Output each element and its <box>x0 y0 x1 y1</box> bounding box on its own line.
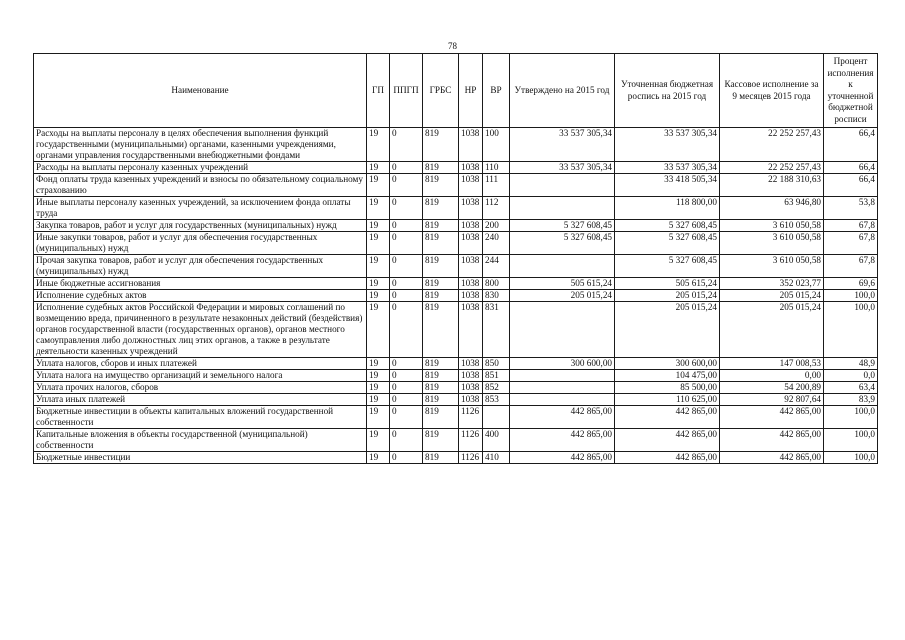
cell-gp: 19 <box>367 197 390 220</box>
cell-nr: 1038 <box>459 394 483 406</box>
cell-percent: 100,0 <box>824 290 878 302</box>
table-row <box>34 290 878 302</box>
cell-ppgp: 0 <box>390 406 423 429</box>
cell-gp: 19 <box>367 255 390 278</box>
cell-percent: 66,4 <box>824 162 878 174</box>
cell-name: Бюджетные инвестиции <box>34 452 367 464</box>
cell-gp: 19 <box>367 429 390 452</box>
cell-cash: 442 865,00 <box>720 406 824 429</box>
table-row <box>34 429 878 452</box>
cell-grbs: 819 <box>423 370 459 382</box>
table-row <box>34 370 878 382</box>
cell-nr: 1126 <box>459 406 483 429</box>
cell-refined: 104 475,00 <box>615 370 720 382</box>
cell-approved <box>510 255 615 278</box>
cell-approved: 5 327 608,45 <box>510 232 615 255</box>
cell-name: Иные закупки товаров, работ и услуг для обеспечения государственных (муниципальных) нужд <box>34 232 367 255</box>
cell-gp: 19 <box>367 220 390 232</box>
cell-cash: 22 252 257,43 <box>720 128 824 162</box>
cell-nr: 1038 <box>459 358 483 370</box>
cell-name: Бюджетные инвестиции в объекты капитальных вложений государственной собственности <box>34 406 367 429</box>
cell-ppgp: 0 <box>390 302 423 358</box>
header-refined: Уточненная бюджетная роспись на 2015 год <box>615 54 720 128</box>
cell-vr: 400 <box>483 429 510 452</box>
cell-name: Иные выплаты персоналу казенных учреждений, за исключением фонда оплаты труда <box>34 197 367 220</box>
table-row <box>34 162 878 174</box>
cell-cash: 442 865,00 <box>720 452 824 464</box>
table-row <box>34 382 878 394</box>
cell-gp: 19 <box>367 128 390 162</box>
cell-gp: 19 <box>367 452 390 464</box>
cell-gp: 19 <box>367 290 390 302</box>
cell-gp: 19 <box>367 394 390 406</box>
cell-nr: 1038 <box>459 174 483 197</box>
cell-nr: 1038 <box>459 278 483 290</box>
cell-cash: 205 015,24 <box>720 290 824 302</box>
cell-gp: 19 <box>367 232 390 255</box>
cell-gp: 19 <box>367 278 390 290</box>
cell-grbs: 819 <box>423 255 459 278</box>
cell-ppgp: 0 <box>390 128 423 162</box>
cell-cash: 22 188 310,63 <box>720 174 824 197</box>
cell-percent: 83,9 <box>824 394 878 406</box>
cell-cash: 54 200,89 <box>720 382 824 394</box>
cell-gp: 19 <box>367 174 390 197</box>
cell-ppgp: 0 <box>390 370 423 382</box>
cell-refined: 505 615,24 <box>615 278 720 290</box>
cell-refined: 110 625,00 <box>615 394 720 406</box>
table-row <box>34 358 878 370</box>
cell-ppgp: 0 <box>390 382 423 394</box>
cell-name: Исполнение судебных актов <box>34 290 367 302</box>
cell-grbs: 819 <box>423 452 459 464</box>
cell-name: Расходы на выплаты персоналу в целях обеспечения выполнения функций государственными (муниципальными) органами, казенными учреждениями, органами управления государственными внебюджетными фондами <box>34 128 367 162</box>
cell-cash: 3 610 050,58 <box>720 255 824 278</box>
cell-vr: 240 <box>483 232 510 255</box>
cell-approved: 205 015,24 <box>510 290 615 302</box>
cell-refined: 205 015,24 <box>615 302 720 358</box>
table-row <box>34 197 878 220</box>
cell-approved <box>510 394 615 406</box>
cell-grbs: 819 <box>423 290 459 302</box>
cell-ppgp: 0 <box>390 162 423 174</box>
header-vr: ВР <box>483 54 510 128</box>
table-row <box>34 255 878 278</box>
cell-ppgp: 0 <box>390 278 423 290</box>
cell-nr: 1038 <box>459 302 483 358</box>
cell-cash: 63 946,80 <box>720 197 824 220</box>
cell-percent: 100,0 <box>824 302 878 358</box>
page-number: 78 <box>448 41 457 51</box>
cell-grbs: 819 <box>423 220 459 232</box>
cell-grbs: 819 <box>423 162 459 174</box>
header-nr: НР <box>459 54 483 128</box>
cell-nr: 1038 <box>459 370 483 382</box>
cell-cash: 352 023,77 <box>720 278 824 290</box>
header-gp: ГП <box>367 54 390 128</box>
cell-ppgp: 0 <box>390 232 423 255</box>
cell-grbs: 819 <box>423 278 459 290</box>
cell-cash: 3 610 050,58 <box>720 232 824 255</box>
cell-gp: 19 <box>367 382 390 394</box>
cell-name: Прочая закупка товаров, работ и услуг для обеспечения государственных (муниципальных) нужд <box>34 255 367 278</box>
cell-vr: 200 <box>483 220 510 232</box>
cell-nr: 1126 <box>459 452 483 464</box>
cell-percent: 0,0 <box>824 370 878 382</box>
cell-name: Расходы на выплаты персоналу казенных учреждений <box>34 162 367 174</box>
cell-name: Уплата прочих налогов, сборов <box>34 382 367 394</box>
cell-approved: 5 327 608,45 <box>510 220 615 232</box>
cell-vr: 110 <box>483 162 510 174</box>
cell-approved <box>510 174 615 197</box>
cell-gp: 19 <box>367 302 390 358</box>
cell-refined: 85 500,00 <box>615 382 720 394</box>
cell-vr: 410 <box>483 452 510 464</box>
cell-nr: 1038 <box>459 290 483 302</box>
table-body <box>34 128 878 464</box>
header-grbs: ГРБС <box>423 54 459 128</box>
cell-ppgp: 0 <box>390 452 423 464</box>
cell-refined: 5 327 608,45 <box>615 220 720 232</box>
cell-name: Фонд оплаты труда казенных учреждений и взносы по обязательному социальному страхованию <box>34 174 367 197</box>
cell-vr: 853 <box>483 394 510 406</box>
cell-percent: 67,8 <box>824 220 878 232</box>
cell-gp: 19 <box>367 162 390 174</box>
cell-grbs: 819 <box>423 232 459 255</box>
cell-nr: 1038 <box>459 382 483 394</box>
table-row <box>34 394 878 406</box>
cell-cash: 205 015,24 <box>720 302 824 358</box>
cell-vr: 831 <box>483 302 510 358</box>
cell-ppgp: 0 <box>390 174 423 197</box>
cell-percent: 100,0 <box>824 429 878 452</box>
table-row <box>34 220 878 232</box>
cell-refined: 33 537 305,34 <box>615 162 720 174</box>
cell-ppgp: 0 <box>390 197 423 220</box>
cell-nr: 1038 <box>459 255 483 278</box>
header-ppgp: ППГП <box>390 54 423 128</box>
cell-vr: 852 <box>483 382 510 394</box>
cell-vr <box>483 406 510 429</box>
cell-grbs: 819 <box>423 406 459 429</box>
header-cash: Кассовое исполнение за 9 месяцев 2015 года <box>720 54 824 128</box>
cell-vr: 851 <box>483 370 510 382</box>
cell-ppgp: 0 <box>390 255 423 278</box>
cell-refined: 33 418 505,34 <box>615 174 720 197</box>
table-row <box>34 452 878 464</box>
cell-approved: 442 865,00 <box>510 429 615 452</box>
cell-approved: 33 537 305,34 <box>510 162 615 174</box>
table-row <box>34 128 878 162</box>
cell-cash: 442 865,00 <box>720 429 824 452</box>
cell-ppgp: 0 <box>390 220 423 232</box>
cell-vr: 850 <box>483 358 510 370</box>
cell-nr: 1038 <box>459 197 483 220</box>
table-row <box>34 406 878 429</box>
cell-percent: 67,8 <box>824 255 878 278</box>
cell-ppgp: 0 <box>390 429 423 452</box>
cell-vr: 244 <box>483 255 510 278</box>
cell-gp: 19 <box>367 358 390 370</box>
cell-cash: 22 252 257,43 <box>720 162 824 174</box>
cell-refined: 33 537 305,34 <box>615 128 720 162</box>
cell-approved: 300 600,00 <box>510 358 615 370</box>
cell-approved: 442 865,00 <box>510 452 615 464</box>
cell-name: Исполнение судебных актов Российской Федерации и мировых соглашений по возмещению вреда, причиненного в результате незаконных действий (бездействия) органов государственной власти (государственных органов), органов местного самоуправления либо должностных лиц этих органов, а также в результате деятельности казенных учреждений <box>34 302 367 358</box>
cell-vr: 800 <box>483 278 510 290</box>
cell-percent: 100,0 <box>824 452 878 464</box>
header-name: Наименование <box>34 54 367 128</box>
cell-name: Капитальные вложения в объекты государственной (муниципальной) собственности <box>34 429 367 452</box>
cell-ppgp: 0 <box>390 358 423 370</box>
table-row <box>34 302 878 358</box>
table-row <box>34 232 878 255</box>
cell-vr: 100 <box>483 128 510 162</box>
cell-approved <box>510 302 615 358</box>
cell-percent: 53,8 <box>824 197 878 220</box>
header-percent: Процент исполнения к уточненной бюджетной росписи <box>824 54 878 128</box>
cell-refined: 442 865,00 <box>615 452 720 464</box>
cell-nr: 1038 <box>459 128 483 162</box>
header-approved: Утверждено на 2015 год <box>510 54 615 128</box>
cell-nr: 1038 <box>459 232 483 255</box>
cell-name: Иные бюджетные ассигнования <box>34 278 367 290</box>
cell-vr: 111 <box>483 174 510 197</box>
cell-nr: 1126 <box>459 429 483 452</box>
cell-grbs: 819 <box>423 382 459 394</box>
cell-percent: 66,4 <box>824 128 878 162</box>
cell-nr: 1038 <box>459 220 483 232</box>
cell-gp: 19 <box>367 370 390 382</box>
cell-cash: 147 008,53 <box>720 358 824 370</box>
cell-percent: 69,6 <box>824 278 878 290</box>
cell-approved <box>510 382 615 394</box>
table-row <box>34 174 878 197</box>
cell-vr: 112 <box>483 197 510 220</box>
cell-approved: 33 537 305,34 <box>510 128 615 162</box>
cell-ppgp: 0 <box>390 290 423 302</box>
cell-refined: 5 327 608,45 <box>615 232 720 255</box>
cell-name: Закупка товаров, работ и услуг для государственных (муниципальных) нужд <box>34 220 367 232</box>
cell-approved: 442 865,00 <box>510 406 615 429</box>
cell-percent: 100,0 <box>824 406 878 429</box>
cell-nr: 1038 <box>459 162 483 174</box>
cell-grbs: 819 <box>423 128 459 162</box>
cell-grbs: 819 <box>423 358 459 370</box>
cell-grbs: 819 <box>423 429 459 452</box>
cell-grbs: 819 <box>423 302 459 358</box>
table-row <box>34 278 878 290</box>
cell-percent: 48,9 <box>824 358 878 370</box>
cell-cash: 92 807,64 <box>720 394 824 406</box>
budget-execution-table <box>33 53 878 464</box>
cell-refined: 442 865,00 <box>615 406 720 429</box>
cell-approved <box>510 370 615 382</box>
cell-ppgp: 0 <box>390 394 423 406</box>
cell-refined: 300 600,00 <box>615 358 720 370</box>
cell-cash: 3 610 050,58 <box>720 220 824 232</box>
cell-name: Уплата налога на имущество организаций и земельного налога <box>34 370 367 382</box>
cell-approved: 505 615,24 <box>510 278 615 290</box>
cell-grbs: 819 <box>423 394 459 406</box>
cell-percent: 63,4 <box>824 382 878 394</box>
cell-name: Уплата иных платежей <box>34 394 367 406</box>
cell-grbs: 819 <box>423 197 459 220</box>
table-header <box>34 54 878 128</box>
cell-approved <box>510 197 615 220</box>
cell-percent: 66,4 <box>824 174 878 197</box>
cell-refined: 442 865,00 <box>615 429 720 452</box>
cell-cash: 0,00 <box>720 370 824 382</box>
cell-vr: 830 <box>483 290 510 302</box>
cell-grbs: 819 <box>423 174 459 197</box>
cell-name: Уплата налогов, сборов и иных платежей <box>34 358 367 370</box>
cell-percent: 67,8 <box>824 232 878 255</box>
cell-refined: 205 015,24 <box>615 290 720 302</box>
cell-refined: 5 327 608,45 <box>615 255 720 278</box>
cell-refined: 118 800,00 <box>615 197 720 220</box>
cell-gp: 19 <box>367 406 390 429</box>
